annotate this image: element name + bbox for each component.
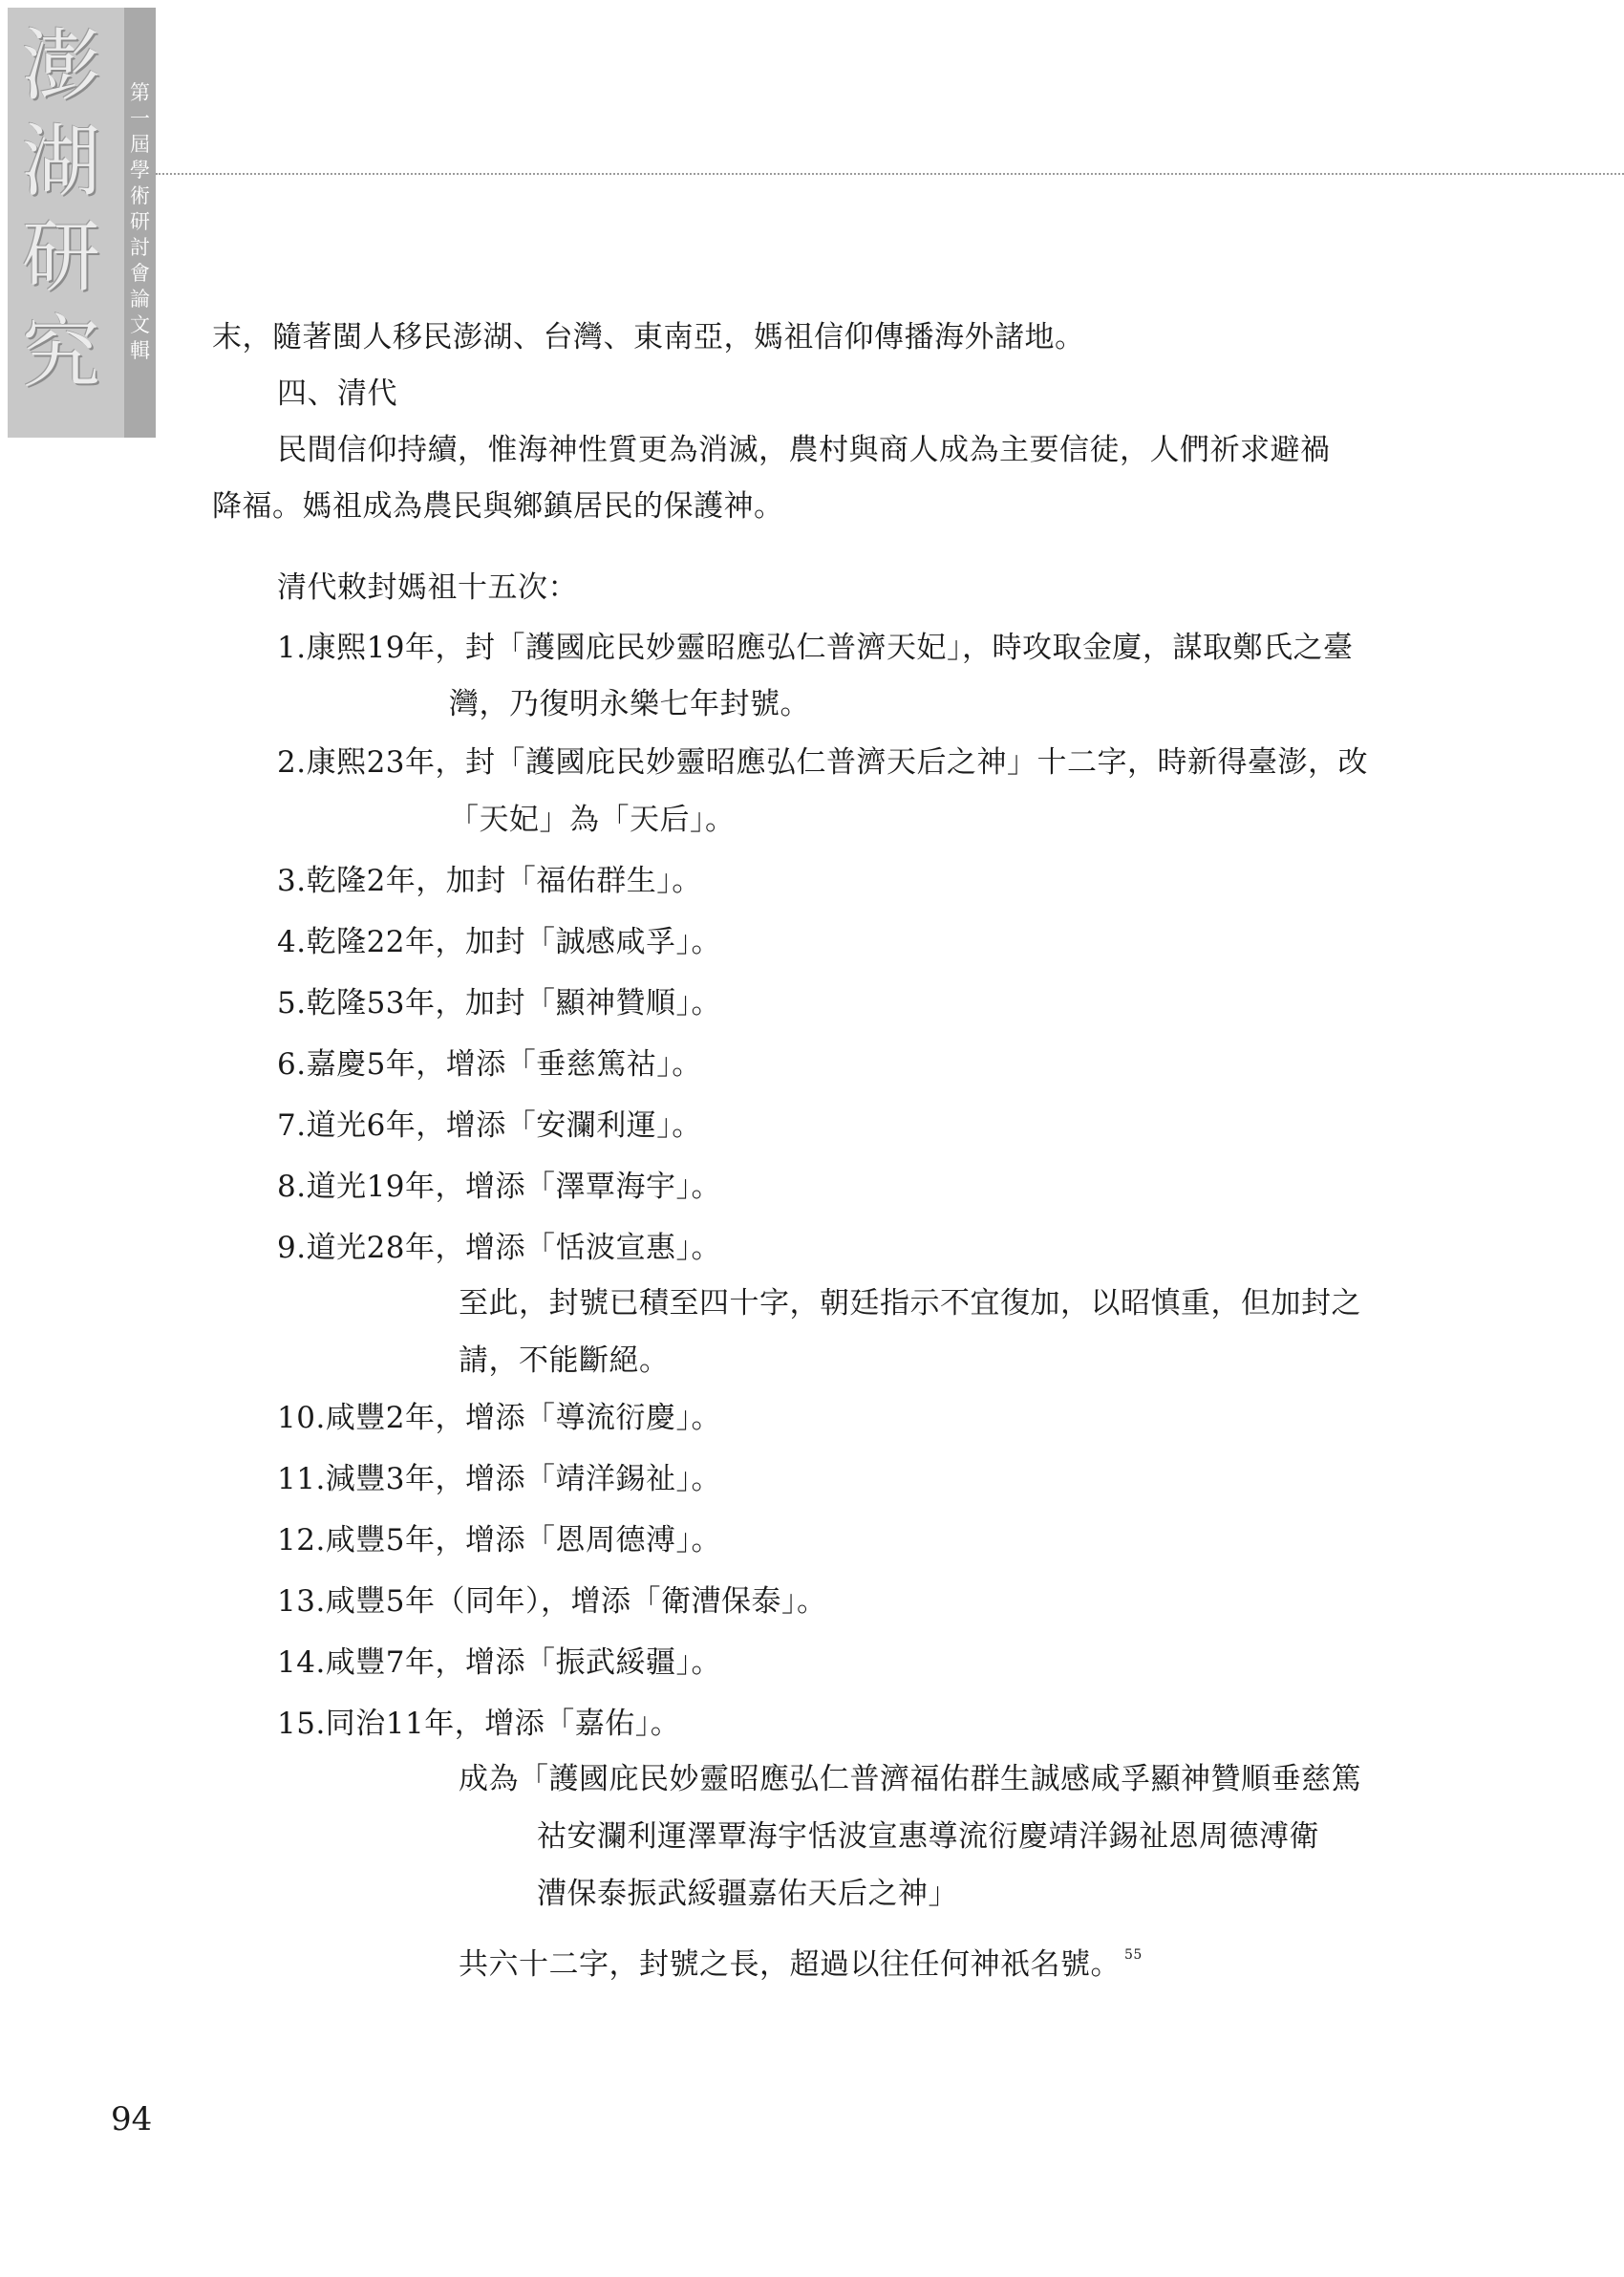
section-heading: 四、清代 — [277, 376, 397, 411]
list-item: 6.嘉慶5年，增添「垂慈篤祜」。 — [277, 1047, 702, 1082]
list-item: 12.咸豐5年，增添「恩周德溥」。 — [277, 1523, 722, 1557]
note-line: 請，不能斷絕。 — [459, 1343, 670, 1378]
list-item-continuation: 「天妃」為「天后」。 — [449, 803, 736, 837]
list-item: 10.咸豐2年，增添「導流衍慶」。 — [277, 1401, 722, 1435]
series-title-char: 論 — [130, 288, 150, 311]
list-item: 5.乾隆53年，加封「顯神贊順」。 — [277, 986, 722, 1020]
journal-title-char: 研 — [21, 212, 100, 303]
list-item: 9.道光28年，增添「恬波宣惠」。 — [277, 1231, 722, 1265]
summary-text: 共六十二字，封號之長，超過以往任何神祇名號。 — [459, 1947, 1121, 1982]
journal-title-char: 究 — [21, 308, 100, 398]
page-number: 94 — [111, 2100, 153, 2138]
list-item: 11.減豐3年，增添「靖洋錫祉」。 — [277, 1462, 722, 1496]
journal-title-char: 澎 — [21, 21, 100, 112]
list-item: 15.同治11年，增添「嘉佑」。 — [277, 1707, 681, 1741]
list-intro: 清代敕封媽祖十五次： — [277, 570, 578, 605]
list-item: 3.乾隆2年，加封「福佑群生」。 — [277, 864, 702, 898]
list-item: 1.康熙19年，封「護國庇民妙靈昭應弘仁普濟天妃」，時攻取金廈，謀取鄭氏之臺 — [277, 631, 1354, 665]
series-title-char: 研 — [130, 210, 150, 233]
list-item: 13.咸豐5年（同年），增添「衛漕保泰」。 — [277, 1584, 827, 1619]
header-dotted-rule — [156, 173, 1624, 175]
final-title-line: 祜安瀾利運澤覃海宇恬波宣惠導流衍慶靖洋錫祉恩周德溥衛 — [537, 1819, 1319, 1854]
series-title-char: 會 — [130, 262, 150, 285]
paragraph-line: 民間信仰持續，惟海神性質更為消滅，農村與商人成為主要信徒，人們祈求避禍 — [277, 433, 1331, 467]
final-title-line: 漕保泰振武綏疆嘉佑天后之神」 — [537, 1877, 958, 1911]
note-line: 至此，封號已積至四十字，朝廷指示不宜復加，以昭慎重，但加封之 — [459, 1286, 1361, 1321]
series-title — [124, 80, 156, 364]
series-title-char: 一 — [130, 107, 150, 130]
list-item: 2.康熙23年，封「護國庇民妙靈昭應弘仁普濟天后之神」十二字，時新得臺澎，改 — [277, 745, 1369, 780]
paragraph-line: 末，隨著閩人移民澎湖、台灣、東南亞，媽祖信仰傳播海外諸地。 — [212, 320, 1085, 354]
summary-line — [459, 1936, 1143, 1984]
series-title-char: 討 — [130, 236, 150, 259]
list-item: 4.乾隆22年，加封「誠感咸孚」。 — [277, 925, 722, 959]
journal-title-char: 湖 — [21, 117, 100, 207]
series-title-char: 第 — [130, 81, 150, 104]
series-title-char: 學 — [130, 159, 150, 182]
series-title-char: 術 — [130, 184, 150, 207]
paragraph-line: 降福。媽祖成為農民與鄉鎮居民的保護神。 — [212, 489, 784, 524]
list-item: 8.道光19年，增添「澤覃海宇」。 — [277, 1170, 722, 1204]
footnote-reference[interactable]: 55 — [1124, 1947, 1143, 1963]
series-title-char: 輯 — [130, 339, 150, 362]
series-title-char: 屆 — [130, 133, 150, 156]
final-title-line: 成為「護國庇民妙靈昭應弘仁普濟福佑群生誠感咸孚顯神贊順垂慈篤 — [459, 1762, 1361, 1796]
series-title-char: 文 — [130, 313, 150, 336]
journal-title — [13, 19, 109, 401]
list-item: 14.咸豐7年，增添「振武綏疆」。 — [277, 1645, 722, 1680]
list-item: 7.道光6年，增添「安瀾利運」。 — [277, 1108, 702, 1143]
list-item-continuation: 灣，乃復明永樂七年封號。 — [449, 687, 810, 721]
